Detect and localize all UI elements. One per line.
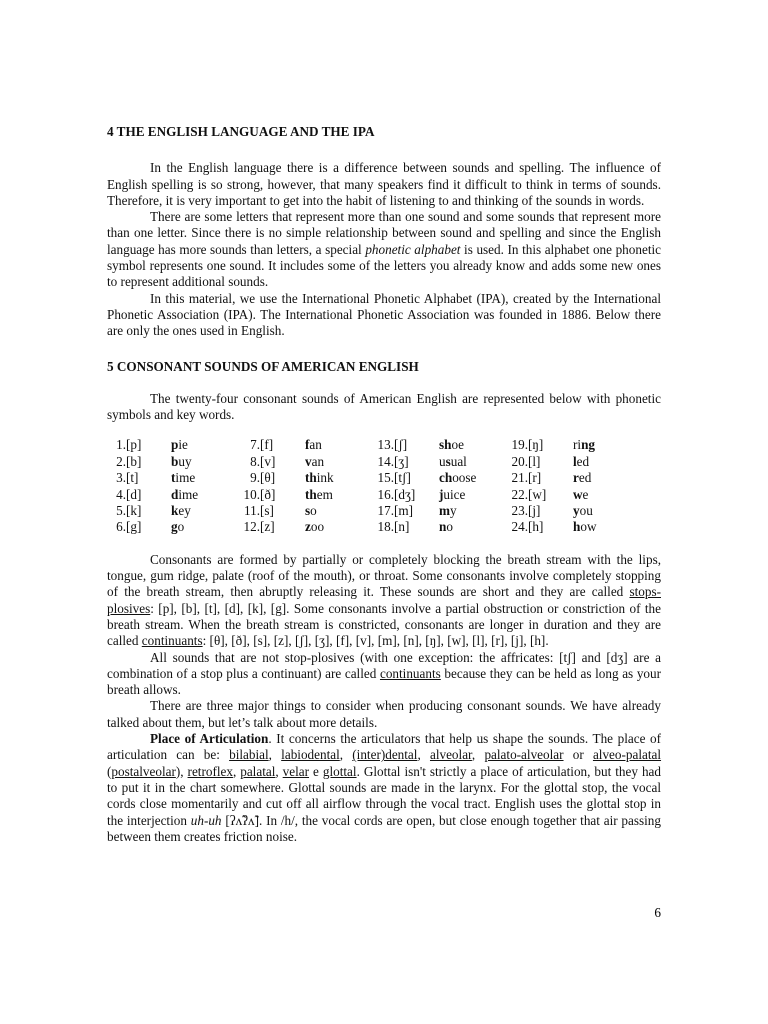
consonant-symbol: [z] [260, 519, 275, 535]
text-run: . Glottal isn't strictly a place of articulation, but they had to put it in the chart somewhere. Glottal sounds are made in the larynx. For the glottal stop, the vocal cords close momentarily and cut off all airflow through the vocal tract. English uses the glottal stop in the interjection [107, 763, 661, 828]
key-word-rest: o [310, 503, 317, 519]
key-word-highlight: s [305, 503, 311, 519]
key-word-rest: ey [178, 503, 191, 519]
text-run: , [339, 747, 353, 763]
key-word-highlight: sh [439, 437, 452, 453]
consonant-number: 23. [511, 503, 528, 519]
key-word [305, 470, 375, 486]
key-word-rest: o [446, 519, 453, 535]
consonant-number: 4. [116, 486, 126, 502]
consonant-number: 16. [377, 486, 394, 502]
consonant-symbol: [n] [394, 519, 410, 535]
underlined-term: palatal [240, 763, 276, 779]
consonant-number: 20. [511, 453, 528, 469]
key-word [171, 454, 241, 470]
key-word-highlight: y [573, 503, 580, 519]
key-word-highlight: g [171, 519, 178, 535]
key-word-highlight: w [573, 486, 583, 502]
key-word-rest: oose [452, 470, 477, 486]
key-word [305, 437, 375, 453]
consonant-symbol: [k] [126, 503, 142, 519]
text-run: All sounds that are not stop-plosives (with one exception: the affricates: [tʃ] and [dʒ] are a combination of a stop plus a continuant) are called [107, 649, 661, 681]
consonant-number: 22. [511, 486, 528, 502]
key-word-rest: uice [443, 486, 466, 502]
consonant-number: 8. [250, 453, 260, 469]
consonant-symbol: [ð] [260, 486, 276, 502]
key-word-highlight: b [171, 453, 179, 469]
italic-term: uh-uh [190, 812, 222, 828]
key-word [573, 470, 643, 486]
underlined-term: postalveolar [111, 763, 176, 779]
key-word-rest: ou [579, 503, 593, 519]
consonant-symbol: [ŋ] [528, 437, 544, 453]
bold-term: Place of Articulation [150, 731, 269, 747]
key-word-highlight: z [305, 519, 311, 535]
consonant-number: 13. [377, 437, 394, 453]
document-page [107, 124, 661, 845]
text-run: or [563, 747, 593, 763]
underlined-term: bilabial [229, 747, 269, 763]
text-run: : [p], [b], [t], [d], [k], [g]. Some consonants involve a partial obstruction or constriction of the breath stream. When the breath stream is constricted, consonants are longer in duration and they are called [107, 600, 661, 649]
key-word-highlight: th [305, 470, 317, 486]
table-row [107, 470, 643, 486]
key-word-rest: ink [316, 470, 334, 486]
consonant-number: 10. [243, 486, 260, 502]
page-number: 6 [654, 905, 661, 920]
consonant-number: 7. [250, 437, 260, 453]
consonant-number: 19. [511, 437, 528, 453]
table-row [107, 519, 643, 535]
key-word-highlight: v [305, 453, 312, 469]
key-word-rest: ual [450, 453, 467, 469]
consonant-number: 21. [511, 470, 528, 486]
consonant-number: 11. [244, 503, 260, 519]
key-word-rest: oo [310, 519, 325, 535]
key-word-rest: ri [573, 437, 582, 453]
consonant-symbol: [w] [528, 486, 547, 502]
section-4-paragraph-1: In the English language there is a difference between sounds and spelling. The influence of English spelling is so strong, however, that many speakers find it difficult to think in terms of sounds. Therefore, it is very important to get into the habit of listening to and thinking of the sounds in words. [107, 160, 661, 208]
text-run: e [309, 763, 323, 779]
key-word-highlight: j [439, 486, 444, 502]
consonant-table [107, 437, 643, 535]
consonant-symbol: [v] [260, 453, 276, 469]
text-run: . It concerns the articulators that help us shape the sounds. The place of articulation can be: [107, 731, 661, 763]
underlined-term: continuants [379, 665, 441, 681]
key-word-rest: u [439, 453, 446, 469]
key-word [305, 503, 375, 519]
consonants-paragraph [107, 552, 661, 650]
underlined-term: labiodental [281, 747, 340, 763]
key-word-highlight: ng [581, 437, 595, 453]
consonant-number: 6. [116, 519, 126, 535]
key-word-rest: em [316, 486, 333, 502]
text-run: is used. In this alphabet one phonetic symbol represents one sound. It includes some of the letters you already know and adds some new ones to represent additional sounds. [107, 241, 662, 290]
key-word-highlight: n [439, 519, 447, 535]
key-word [573, 519, 643, 535]
underlined-term: velar [282, 763, 310, 779]
key-word-rest: e [582, 486, 589, 502]
table-row [107, 437, 643, 453]
key-word [573, 487, 643, 503]
consonant-number: 3. [116, 470, 126, 486]
text-run: [ʔʌ̃ʔʌ̃]. In /h/, the vocal cords are open, but close enough together that air passing between them creates friction noise. [107, 812, 661, 844]
key-word-highlight: h [573, 519, 581, 535]
key-word-rest: ime [175, 470, 196, 486]
consonant-symbol: [ʒ] [394, 453, 409, 469]
key-word [171, 519, 241, 535]
consonant-number: 18. [377, 519, 394, 535]
place-of-articulation-paragraph [107, 731, 661, 845]
text-run: : [θ], [ð], [s], [z], [ʃ], [ʒ], [f], [v], [m], [n], [ŋ], [w], [l], [r], [j], [h]. [202, 633, 549, 649]
key-word-highlight: th [305, 486, 317, 502]
consonant-number: 1. [116, 437, 126, 453]
consonant-symbol: [m] [394, 503, 414, 519]
key-word [171, 503, 241, 519]
key-word [573, 437, 643, 453]
consonant-symbol: [r] [528, 470, 542, 486]
consonant-number: 9. [250, 470, 260, 486]
consonant-number: 12. [243, 519, 260, 535]
section-4-paragraph-2 [107, 209, 661, 290]
text-run: because they can be held as long as your breath allows. [107, 665, 661, 698]
key-word [305, 487, 375, 503]
key-word-rest: ed [576, 453, 590, 469]
underlined-term: palato-alveolar [484, 747, 564, 763]
key-word [171, 437, 241, 453]
key-word-rest: ime [178, 486, 199, 502]
key-word-rest: oe [451, 437, 464, 453]
key-word-highlight: t [171, 470, 176, 486]
section-4-paragraph-3: In this material, we use the International Phonetic Alphabet (IPA), created by the International Phonetic Association (IPA). The International Phonetic Association was founded in 1886. Below there are only the ones used in English. [107, 290, 661, 339]
key-word [439, 487, 509, 503]
key-word-highlight: ch [439, 470, 453, 486]
key-word-highlight: d [171, 486, 179, 502]
consonant-number: 24. [511, 519, 528, 535]
key-word-highlight: k [171, 503, 179, 519]
key-word-rest: y [450, 503, 457, 519]
underlined-term: stops-plosives [107, 584, 661, 616]
table-row [107, 487, 643, 503]
table-row [107, 503, 643, 519]
key-word [439, 519, 509, 535]
consonant-symbol: [h] [528, 519, 544, 535]
underlined-term: glottal [322, 763, 357, 779]
key-word-rest: ie [178, 437, 188, 453]
consonant-symbol: [ʃ] [394, 437, 408, 453]
consonant-symbol: [b] [126, 453, 142, 469]
consonant-number: 2. [116, 453, 126, 469]
consonant-number: 15. [377, 470, 394, 486]
consonant-symbol: [dʒ] [394, 486, 416, 502]
section-5-heading: 5 CONSONANT SOUNDS OF AMERICAN ENGLISH [107, 358, 419, 374]
key-word-rest: ow [580, 519, 597, 535]
underlined-term: (inter)dental [352, 747, 418, 763]
key-word-highlight: r [573, 470, 579, 486]
three-things-paragraph: There are three major things to consider when producing consonant sounds. We have already talked about them, but let’s talk about more details. [107, 698, 661, 730]
consonant-symbol: [s] [260, 503, 274, 519]
key-word-highlight: f [305, 437, 310, 453]
key-word [305, 519, 375, 535]
section-4-heading: 4 THE ENGLISH LANGUAGE AND THE IPA [107, 124, 375, 139]
table-row [107, 454, 643, 470]
key-word [439, 437, 509, 453]
consonant-symbol: [d] [126, 486, 142, 502]
section-5 [107, 359, 661, 846]
consonant-number: 17. [377, 503, 394, 519]
text-run: , [471, 747, 485, 763]
text-run: There are some letters that represent more than one sound and some sounds that represent more than one letter. Since there is no simple relationship between sound and spelling and since the English language has more sounds than letters, a special [107, 209, 661, 257]
key-word-rest: ed [578, 470, 592, 486]
text-run: ), [175, 763, 188, 779]
key-word-rest: an [311, 453, 325, 469]
consonant-symbol: [j] [528, 503, 541, 519]
text-run: , [417, 747, 430, 763]
key-word [439, 454, 509, 470]
consonant-symbol: [θ] [260, 470, 276, 486]
consonant-number: 14. [377, 453, 394, 469]
consonant-symbol: [tʃ] [394, 470, 411, 486]
key-word-highlight: p [171, 437, 179, 453]
phonetic-alphabet-term: phonetic alphabet [365, 241, 461, 257]
key-word-rest: an [309, 437, 322, 453]
key-word [439, 470, 509, 486]
consonant-symbol: [t] [126, 470, 139, 486]
key-word [439, 503, 509, 519]
consonant-symbol: [g] [126, 519, 142, 535]
section-5-intro: The twenty-four consonant sounds of American English are represented below with phonetic symbols and key words. [107, 390, 661, 423]
text-run: ( [107, 763, 112, 779]
underlined-term: retroflex [187, 763, 233, 779]
key-word [305, 454, 375, 470]
text-run: , [268, 747, 282, 763]
consonant-symbol: [l] [528, 453, 541, 469]
key-word-rest: o [177, 519, 185, 535]
underlined-term: alveo-palatal [592, 747, 662, 763]
key-word-rest: uy [178, 453, 192, 469]
consonant-symbol: [p] [126, 437, 142, 453]
key-word [573, 454, 643, 470]
text-run: , [232, 763, 241, 779]
key-word-highlight: l [573, 453, 577, 469]
text-run: Consonants are formed by partially or completely blocking the breath stream with the lips, tongue, gum ridge, palate (roof of the mouth), or throat. Some consonants involve completely stopping of the breath stream, then abruptly releasing it. These sounds are short and they are called [107, 551, 661, 600]
underlined-term: alveolar [429, 747, 472, 763]
underlined-term: continuants [141, 633, 203, 649]
key-word-highlight: m [439, 503, 450, 519]
continuants-paragraph [107, 650, 661, 699]
text-run: , [275, 763, 283, 779]
key-word [573, 503, 643, 519]
key-word [171, 487, 241, 503]
key-word-highlight: s [445, 453, 451, 469]
consonant-symbol: [f] [260, 437, 274, 453]
key-word [171, 470, 241, 486]
consonant-number: 5. [116, 503, 126, 519]
